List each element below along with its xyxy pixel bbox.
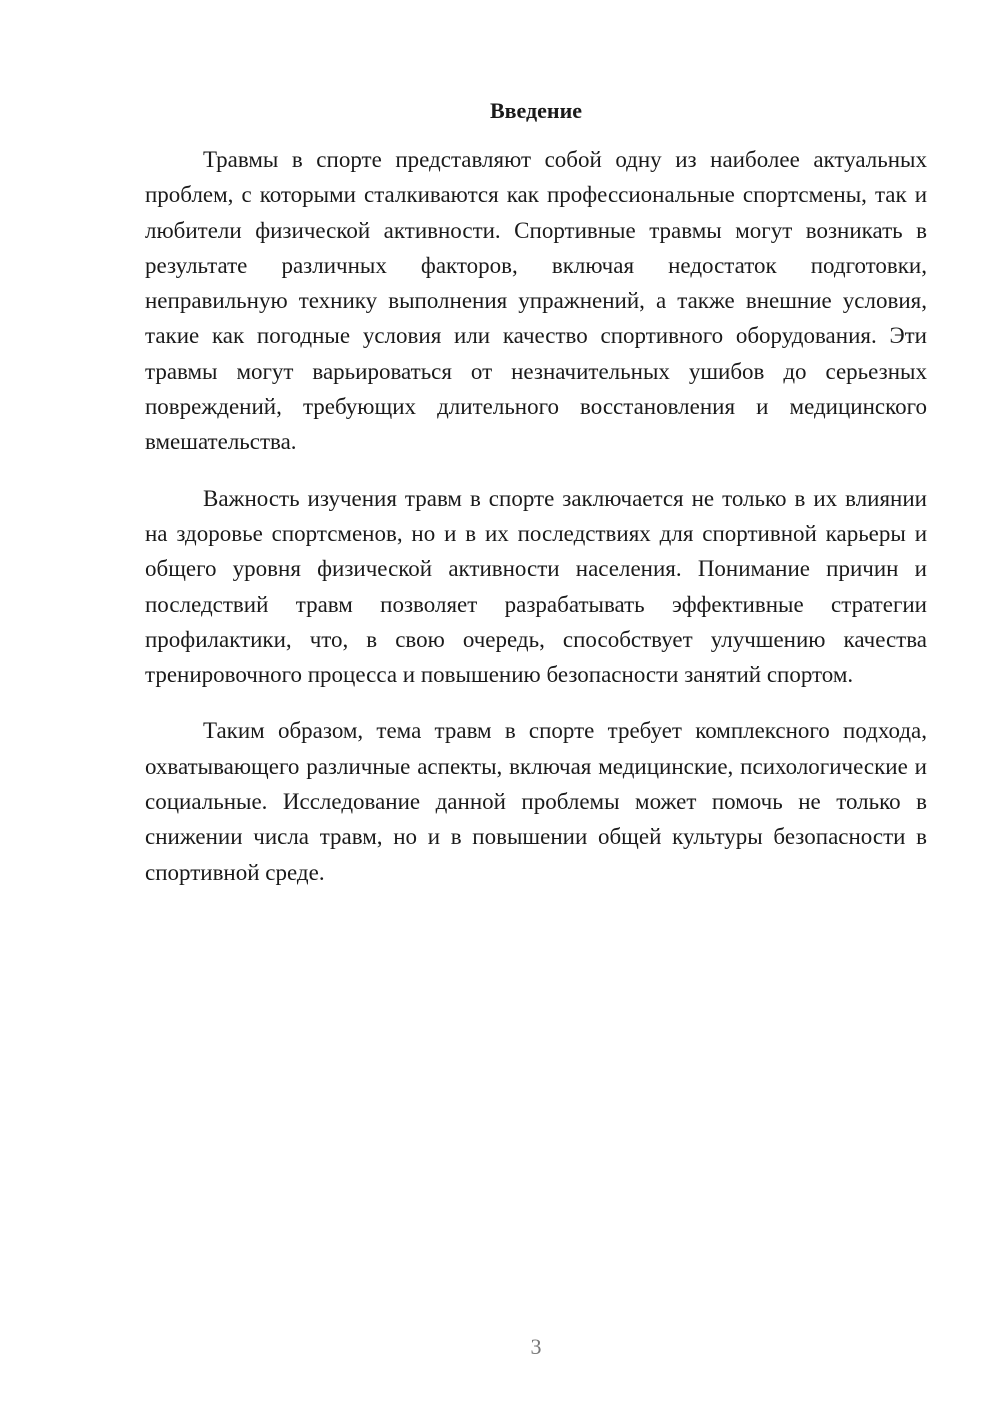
paragraph-2: Важность изучения травм в спорте заключается не только в их влиянии на здоровье спортсменов, но и в их последствиях для спортивной карьеры и общего уровня физической активности населения. Понимание причин и последствий травм позволяет разрабатывать эффективные стратегии профилактики, что, в свою очередь, способствует улучшению качества тренировочного процесса и повышению безопасности занятий спортом. xyxy=(145,485,927,688)
paragraph-3: Таким образом, тема травм в спорте требует комплексного подхода, охватывающего различные аспекты, включая медицинские, психологические и социальные. Исследование данной проблемы может помочь не только в снижении числа травм, но и в повышении общей культуры безопасности в спортивной среде. xyxy=(145,718,927,885)
section-title: Введение xyxy=(489,98,583,123)
paragraph-1: Травмы в спорте представляют собой одну из наиболее актуальных проблем, с которыми сталкиваются как профессиональные спортсмены, так и любители физической активности. Спортивные травмы могут возникать в результате различных факторов, включая недостаток подготовки, неправильную технику выполнения упражнений, а также внешние условия, такие как погодные условия или качество спортивного оборудования. Эти травмы могут варьироваться от незначительных ушибов до серьезных повреждений, требующих длительного восстановления и медицинского вмешательства. xyxy=(145,147,927,455)
page-number: 3 xyxy=(530,1334,542,1359)
body-text xyxy=(145,142,927,890)
